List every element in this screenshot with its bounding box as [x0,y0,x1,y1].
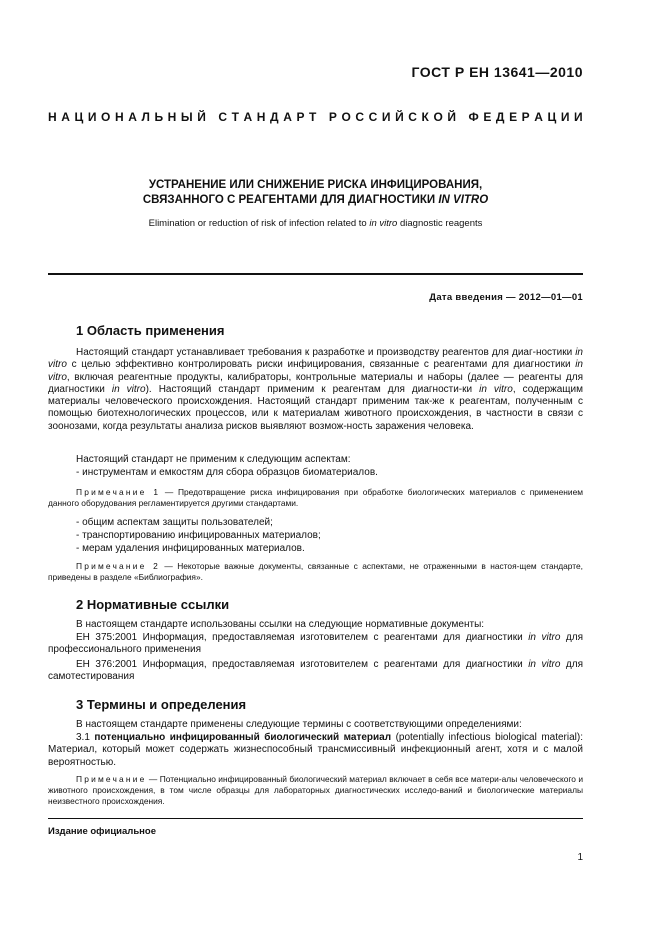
banner-letter: К [421,110,429,124]
title-divider [48,273,583,275]
page-number: 1 [577,852,583,863]
banner-letter: Т [309,110,317,124]
title-line-1: УСТРАНЕНИЕ ИЛИ СНИЖЕНИЕ РИСКА ИНФИЦИРОВАНИЯ, [148,179,483,191]
banner-letter: И [574,110,583,124]
english-title-italic: in vitro [369,218,398,229]
section-2-paragraph-1: В настоящем стандарте использованы ссылки на следующие нормативные документы: [76,619,485,630]
banner-letter: Н [48,110,57,124]
exclusion-item-4: - мерам удаления инфицированных материалов. [76,543,305,554]
banner-letter: Й [395,110,404,124]
note-1 [48,487,583,509]
banner-letter: Н [256,110,266,124]
exclusion-item-1: - инструментам и емкостям для сбора образцов биоматериалов. [76,467,378,478]
banner-letter: И [560,110,570,124]
banner-letter: Й [447,110,456,124]
text-run: ЕН 375:2001 Информация, предоставляемая изготовителем с реагентами для диагностики [76,632,529,643]
note-3-label: Примечание [76,774,147,784]
term-number: 3.1 [76,732,95,743]
term-name: потенциально инфицированный биологический материал [94,732,392,743]
banner-letter: И [87,110,97,124]
banner-letter: А [283,110,292,124]
section-2-heading: 2 Нормативные ссылки [76,597,230,612]
text-run: ЕН 376:2001 Информация, предоставляемая изготовителем с реагентами для диагностики [76,659,529,670]
banner-letter: Д [495,110,505,124]
banner-letter: Н [167,110,177,124]
italic-run: in vitro [528,659,561,670]
banner-letter [461,110,464,124]
text-run: Настоящий стандарт устанавливает требования к разработке и производству реагентов для диаг-ностики [76,347,576,358]
italic-run: in vitro [528,632,561,643]
banner-letter: О [341,110,351,124]
italic-run: in vitro [479,383,513,395]
banner-letter: С [408,110,417,124]
text-run: для самотестирования [48,659,583,683]
banner-letter: Ы [180,110,193,124]
footer-divider [48,818,583,819]
banner-letter: Е [483,110,492,124]
banner-letter: А [534,110,543,124]
normative-reference-1 [48,632,583,657]
normative-reference-2 [48,659,583,684]
note-3-text: — Потенциально инфицированный биологический материал включает в себя все матери-алы человеческого и животного происхождения, в том числе образцы для лабораторных диагностических исследо-ваний и биологические материалы неизвестного происхождения. [48,774,583,806]
banner-letter: Р [296,110,305,124]
document-code: ГОСТ Р ЕН 13641—2010 [411,64,583,80]
english-title-suffix: diagnostic reagents [397,218,483,229]
exclusion-item-2: - общим аспектам защиты пользователей; [76,517,273,528]
term-3-1 [48,732,583,769]
section-3-paragraph-1: В настоящем стандарте применены следующие термины с соответствующими определениями: [76,719,522,730]
english-title [48,218,583,229]
banner-letter: О [101,110,111,124]
title-line-2 [48,193,583,208]
section-3-heading: 3 Термины и определения [76,697,247,712]
banner-letter: Ь [154,110,164,124]
banner-letter: А [243,110,253,124]
banner-letter [210,110,213,124]
effective-date: Дата введения — 2012—01—01 [429,292,583,303]
banner-letter: Ф [468,110,479,124]
banner-letter: С [355,110,365,124]
note-1-label: Примечание 1 [76,487,161,497]
banner-letter: Т [231,110,239,124]
text-run: с целью эффективно контролировать риски инфицирования, связанные с реагентами для диагностики [66,359,576,371]
italic-run: in vitro [48,359,583,383]
banner-letter [321,110,324,124]
exclusion-item-3: - транспортированию инфицированных материалов; [76,530,321,541]
section-1-paragraph-2: Настоящий стандарт не применим к следующим аспектам: [76,454,351,465]
section-1-paragraph-1 [48,347,583,433]
banner-letter: Р [521,110,530,124]
note-1-text: — Предотвращение риска инфицирования при обработке биологических материалов с применением данного оборудования регламентируется другими стандартами. [48,487,584,508]
banner-letter: Р [328,110,337,124]
banner-letter: А [61,110,70,124]
banner-letter: С [218,110,228,124]
banner-letter: Ц [547,110,557,124]
term-definition: (potentially infectious biological material): Материал, который может содержать жизнеспособный трансмиссивный инфекционный агент, хотя и с малой вероятностью. [48,732,583,768]
banner-letter: И [381,110,391,124]
text-run: ). Настоящий стандарт применим к реагентам для диагности-ки [145,383,480,395]
banner-letter: Н [114,110,124,124]
banner-letter: Е [509,110,518,124]
text-run: , содержащим материалы человеческого происхождения. Настоящий стандарт применим так-же к реагентам, полученным с помощью биотехнологических процессов, или к материалам животного происхождения, в частности в связи с зоонозами, когда результаты анализа рисков выявляют возмож-ность заражения человека. [48,383,583,432]
note-2-text: — Некоторые важные документы, связанные с аспектами, не отраженными в настоя-щем стандарте, приведены в разделе «Библиография». [48,561,584,582]
banner-letter: А [128,110,137,124]
document-title [48,178,583,208]
banner-letter: Ц [74,110,84,124]
english-title-prefix: Elimination or reduction of risk of infection related to [148,218,370,229]
national-standard-banner [48,110,583,124]
text-run: для профессионального применения [48,632,583,656]
italic-run: in vitro [48,347,583,371]
note-3 [48,774,583,807]
title-line-2-text: СВЯЗАННОГО С РЕАГЕНТАМИ ДЛЯ ДИАГНОСТИКИ [142,194,439,206]
text-run: , включая реагентные продукты, калибраторы, контрольные материалы и наборы (далее — реагенты для диагностики [48,371,583,395]
section-1-heading: 1 Область применения [76,323,225,338]
banner-letter: Л [141,110,150,124]
banner-letter: С [368,110,378,124]
note-2 [48,561,583,583]
official-edition-label: Издание официальное [48,826,156,837]
banner-letter: Д [270,110,279,124]
title-line-2-italic: IN VITRO [438,194,489,206]
note-2-label: Примечание 2 [76,561,160,571]
italic-run: in vitro [111,383,146,395]
banner-letter: Й [197,110,206,124]
banner-letter: О [433,110,443,124]
